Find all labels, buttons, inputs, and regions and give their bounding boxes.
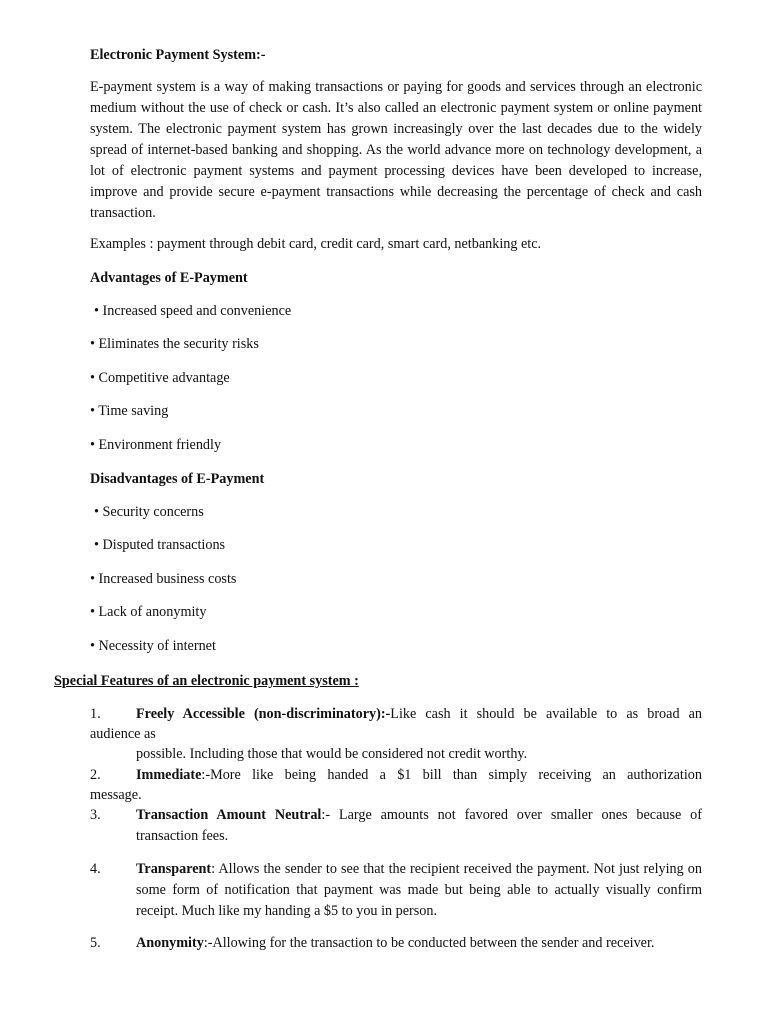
advantage-item: • Environment friendly bbox=[90, 437, 222, 453]
feature-text: :-More like being handed a $1 bill than simply receiving an authorization bbox=[201, 767, 702, 783]
disadvantage-item: • Increased business costs bbox=[90, 571, 237, 587]
feature-continuation: message. bbox=[90, 787, 142, 803]
disadvantage-item: • Lack of anonymity bbox=[90, 604, 207, 620]
feature-text: :-Allowing for the transaction to be conducted between the sender and receiver. bbox=[203, 935, 655, 951]
feature-term: Transparent bbox=[136, 861, 212, 877]
feature-number: 1. bbox=[90, 706, 101, 722]
disadvantage-item: • Necessity of internet bbox=[90, 638, 216, 654]
advantages-heading: Advantages of E-Payment bbox=[90, 270, 248, 286]
feature-line bbox=[136, 704, 702, 725]
feature-number: 4. bbox=[90, 861, 101, 877]
feature-number: 5. bbox=[90, 935, 101, 951]
advantage-item: • Time saving bbox=[90, 403, 169, 419]
advantage-item: • Competitive advantage bbox=[90, 370, 230, 386]
feature-number: 2. bbox=[90, 767, 101, 783]
feature-text: :- Large amounts not favored over smaller ones because of transaction fees. bbox=[136, 807, 702, 844]
feature-continuation: audience as bbox=[90, 726, 156, 742]
special-features-heading: Special Features of an electronic payment system : bbox=[54, 673, 359, 689]
disadvantage-item: • Disputed transactions bbox=[94, 537, 226, 553]
document-title: Electronic Payment System:- bbox=[90, 47, 266, 63]
feature-continuation: possible. Including those that would be considered not credit worthy. bbox=[136, 746, 528, 762]
feature-term: Transaction Amount Neutral bbox=[136, 807, 322, 823]
disadvantage-item: • Security concerns bbox=[94, 504, 204, 520]
feature-line bbox=[136, 933, 702, 954]
feature-number: 3. bbox=[90, 807, 101, 823]
feature-line bbox=[136, 859, 702, 922]
feature-line bbox=[136, 765, 702, 786]
feature-term: Immediate bbox=[136, 767, 202, 783]
advantage-item: • Eliminates the security risks bbox=[90, 336, 259, 352]
examples-line: Examples : payment through debit card, credit card, smart card, netbanking etc. bbox=[90, 236, 542, 252]
feature-text: : Allows the sender to see that the recipient received the payment. Not just relying on some form of notification that payment was made but being able to actually visually confirm receipt. Much like my handing a $5 to you in person. bbox=[136, 861, 702, 919]
feature-term: Anonymity bbox=[136, 935, 204, 951]
disadvantages-heading: Disadvantages of E-Payment bbox=[90, 471, 265, 487]
feature-term: Freely Accessible (non-discriminatory):- bbox=[136, 706, 391, 722]
feature-line bbox=[136, 805, 702, 847]
feature-text: Like cash it should be available to as broad an bbox=[390, 706, 702, 722]
advantage-item: • Increased speed and convenience bbox=[94, 303, 292, 319]
intro-paragraph: E-payment system is a way of making transactions or paying for goods and services through an electronic medium without the use of check or cash. It’s also called an electronic payment system or online payment system. The electronic payment system has grown increasingly over the last decades due to the widely spread of internet-based banking and shopping. As the world advance more on technology development, a lot of electronic payment systems and payment processing devices have been developed to increase, improve and provide secure e-payment transactions while decreasing the percentage of check and cash transaction. bbox=[90, 79, 702, 221]
